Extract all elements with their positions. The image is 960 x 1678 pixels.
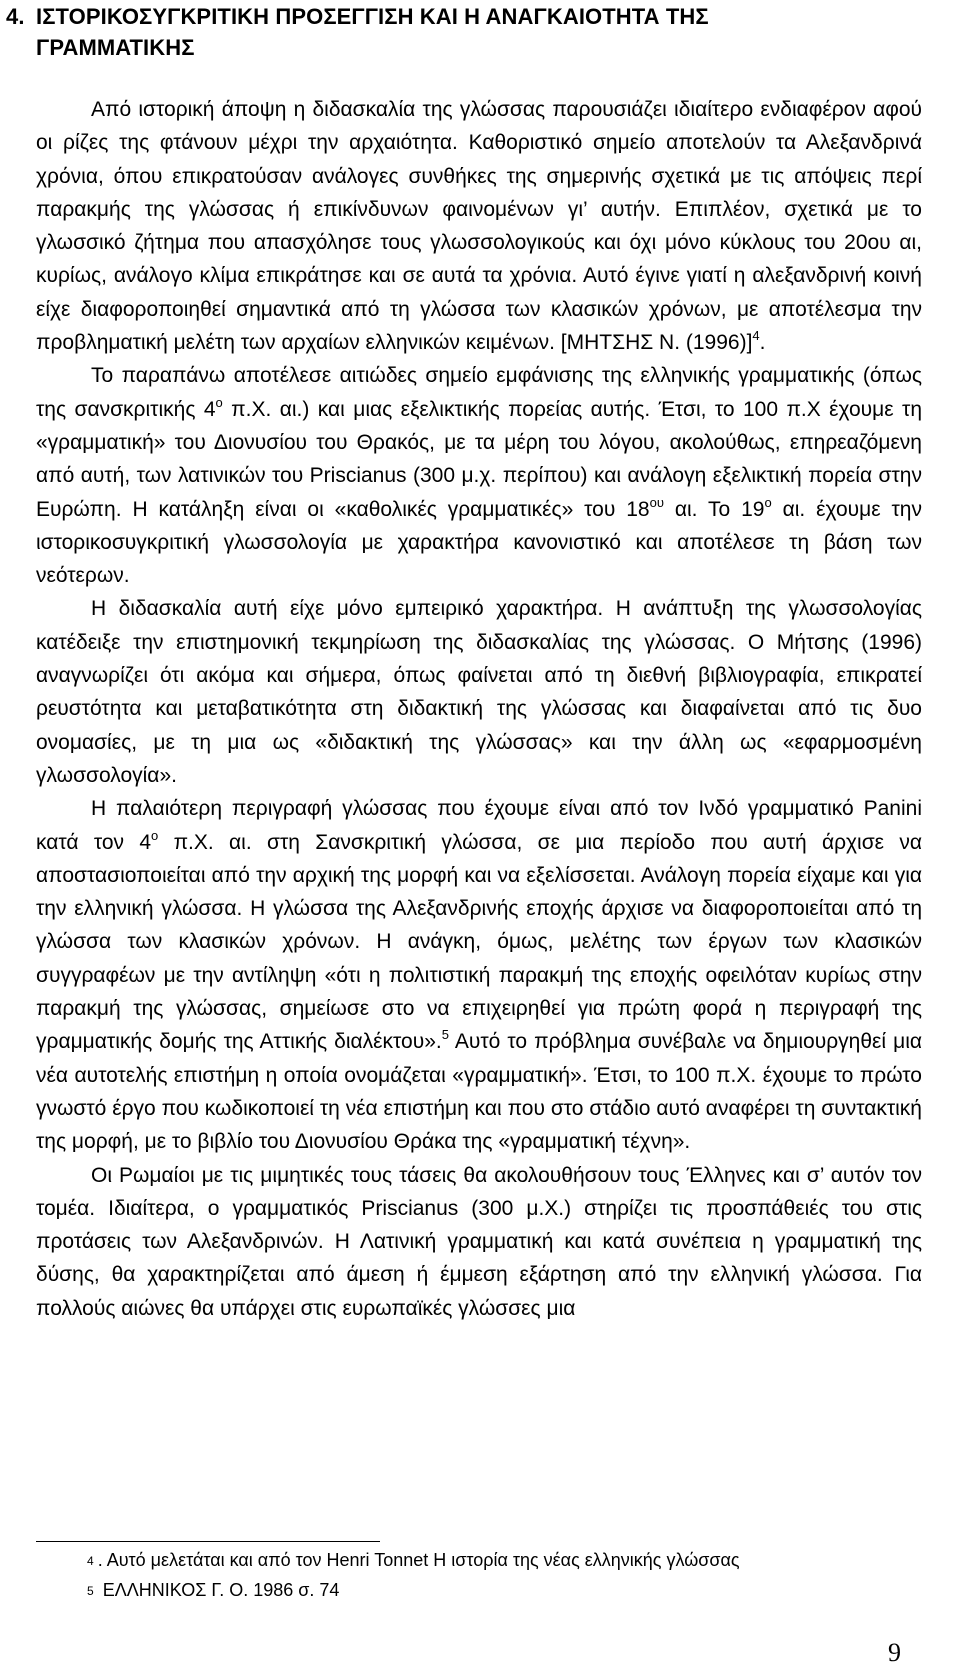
paragraph-1-end: .: [759, 331, 766, 355]
section-title-line-1: ΙΣΤΟΡΙΚΟΣΥΓΚΡΙΤΙΚΗ ΠΡΟΣΕΓΓΙΣΗ ΚΑΙ Η ΑΝΑΓΚΑΙΟΤΗΤΑ ΤΗΣ: [36, 4, 709, 29]
paragraph-2-text-3: αι. Το 19: [663, 497, 765, 521]
footnote-text: ΕΛΛΗΝΙΚΟΣ Γ. Ο. 1986 σ. 74: [97, 1580, 340, 1600]
footnote-text: . Αυτό μελετάται και από τον Henri Tonnet Η ιστορία της νέας ελληνικής γλώσσας: [97, 1550, 740, 1570]
section-title-line-2: ΓΡΑΜΜΑΤΙΚΗΣ: [36, 35, 195, 60]
section-heading: [6, 0, 922, 63]
paragraph-2-text-4: αι. έχουμε την ιστορικοσυγκριτική γλωσσολογία με χαρακτήρα κανονιστικό και αποτέλεσε τη βάση των νεότερων.: [36, 497, 922, 588]
paragraph-2: [36, 359, 922, 592]
ordinal-superscript: ου: [649, 494, 664, 510]
footnote-separator: [36, 1541, 380, 1542]
footnote-5: [87, 1576, 947, 1606]
paragraph-4-text-2: π.Χ. αι. στη Σανσκριτική γλώσσα, σε μια περίοδο που αυτή άρχισε να αποστασιοποιείται από την αρχική της μορφή και να εξελίσσεται. Ανάλογη πορεία είχαμε και για την ελληνική γλώσσα. Η γλώσσα της Αλεξανδρινής εποχής άρχισε να διαφοροποιείται από τη γλώσσα των κλασικών χρόνων. Η ανάγκη, όμως, μελέτης των έργων των κλασικών συγγραφέων με την αντίληψη «ότι η πολιτιστική παρακμή της εποχής οφειλόταν κυρίως στην παρακμή της γλώσσας, σημείωσε στο να επιχειρηθεί για πρώτη φορά η περιγραφή της γραμματικής δομής της Αττικής διαλέκτου».: [36, 830, 922, 1054]
ordinal-superscript: ο: [151, 827, 159, 843]
page-number: 9: [888, 1638, 901, 1667]
section-number: 4.: [6, 4, 25, 29]
footnote-mark: 5: [87, 1584, 94, 1598]
paragraph-4-text-1: Η παλαιότερη περιγραφή γλώσσας που έχουμε είναι από τον Ινδό γραμματικό Panini κατά τον 4: [36, 797, 922, 854]
document-page: [6, 0, 923, 1325]
paragraph-3: Η διδασκαλία αυτή είχε μόνο εμπειρικό χαρακτήρα. Η ανάπτυξη της γλωσσολογίας κατέδειξε την επιστημονική τεκμηρίωση της διδασκαλίας της γλώσσας. Ο Μήτσης (1996) αναγνωρίζει ότι ακόμα και σήμερα, όπως φαίνεται από τη διεθνή βιβλιογραφία, επικρατεί ρευστότητα και μεταβατικότητα στη διδακτική της γλώσσας και διαφαίνεται από τις δυο ονομασίες, με τη μια ως «διδακτική της γλώσσας» και την άλλη ως «εφαρμοσμένη γλωσσολογία».: [36, 597, 922, 787]
paragraph-2-text-1: Το παραπάνω αποτέλεσε αιτιώδες σημείο εμφάνισης της ελληνικής γραμματικής (όπως της σανσκριτικής 4: [36, 364, 922, 421]
footnote-ref-4[interactable]: 4: [752, 328, 760, 344]
ordinal-superscript: ο: [764, 494, 772, 510]
footnote-4: [87, 1546, 947, 1576]
paragraph-5: Οι Ρωμαίοι με τις μιμητικές τους τάσεις θα ακολουθήσουν τους Έλληνες και σ’ αυτόν τον τομέα. Ιδιαίτερα, ο γραμματικός Priscianus (300 μ.Χ.) στηρίζει τις προσπάθειές του στις προτάσεις των Αλεξανδρινών. Η Λατινική γραμματική και κατά συνέπεια η γραμματική της δύσης, θα χαρακτηρίζεται από άμεση ή έμμεση εξάρτηση από την ελληνική γλώσσα. Για πολλούς αιώνες θα υπάρχει στις ευρωπαϊκές γλώσσες μια: [36, 1163, 922, 1320]
footnotes: [87, 1546, 947, 1606]
ordinal-superscript: ο: [215, 394, 223, 410]
paragraph-1-text: Από ιστορική άποψη η διδασκαλία της γλώσσας παρουσιάζει ιδιαίτερο ενδιαφέρον αφού οι ρίζες της φτάνουν μέχρι την αρχαιότητα. Καθοριστικό σημείο αποτελούν τα Αλεξανδρινά χρόνια, όπου επικρατούσαν ανάλογες συνθήκες της σημερινής σχετικά με τις απόψεις περί παρακμής της γλώσσας ή επικίνδυνων φαινομένων γι’ αυτήν. Επιπλέον, σχετικά με το γλωσσικό ζήτημα που απασχόλησε τους γλωσσολογικούς και όχι μόνο κύκλους του 20ου αι, κυρίως, ανάλογο κλίμα επικράτησε και σε αυτά τα χρόνια. Αυτό έγινε γιατί η αλεξανδρινή κοινή είχε διαφοροποιηθεί σημαντικά από τη γλώσσα των κλασικών χρόνων, με αποτέλεσμα την προβληματική μελέτη των αρχαίων ελληνικών κειμένων. [ΜΗΤΣΗΣ Ν. (1996)]: [36, 98, 922, 355]
paragraph-2-text-2: π.Χ. αι.) και μιας εξελικτικής πορείας αυτής. Έτσι, το 100 π.Χ έχουμε τη «γραμματική» του Διονυσίου του Θρακός, με τα μέρη του λόγου, ακολούθως, επηρεαζόμενη από αυτή, των λατινικών του Priscianus (300 μ.χ. περίπου) και ανάλογη εξελικτική πορεία στην Ευρώπη. Η κατάληξη είναι οι «καθολικές γραμματικές» του 18: [36, 397, 923, 521]
footnote-ref-5[interactable]: 5: [441, 1027, 449, 1043]
footnote-mark: 4: [87, 1554, 94, 1568]
paragraph-1: [36, 93, 922, 359]
paragraph-4-text-3: Αυτό το πρόβλημα συνέβαλε να δημιουργηθεί μια νέα αυτοτελής επιστήμη η οποία ονομάζεται «γραμματική». Έτσι, το 100 π.Χ. έχουμε το πρώτο γνωστό έργο που κωδικοποιεί τη νέα επιστήμη και που στο στάδιο αυτό αναφέρει τη συντακτική της μορφή, με το βιβλίο του Διονυσίου Θράκα της «γραμματική τέχνη».: [36, 1030, 922, 1154]
paragraph-4: [36, 792, 922, 1158]
